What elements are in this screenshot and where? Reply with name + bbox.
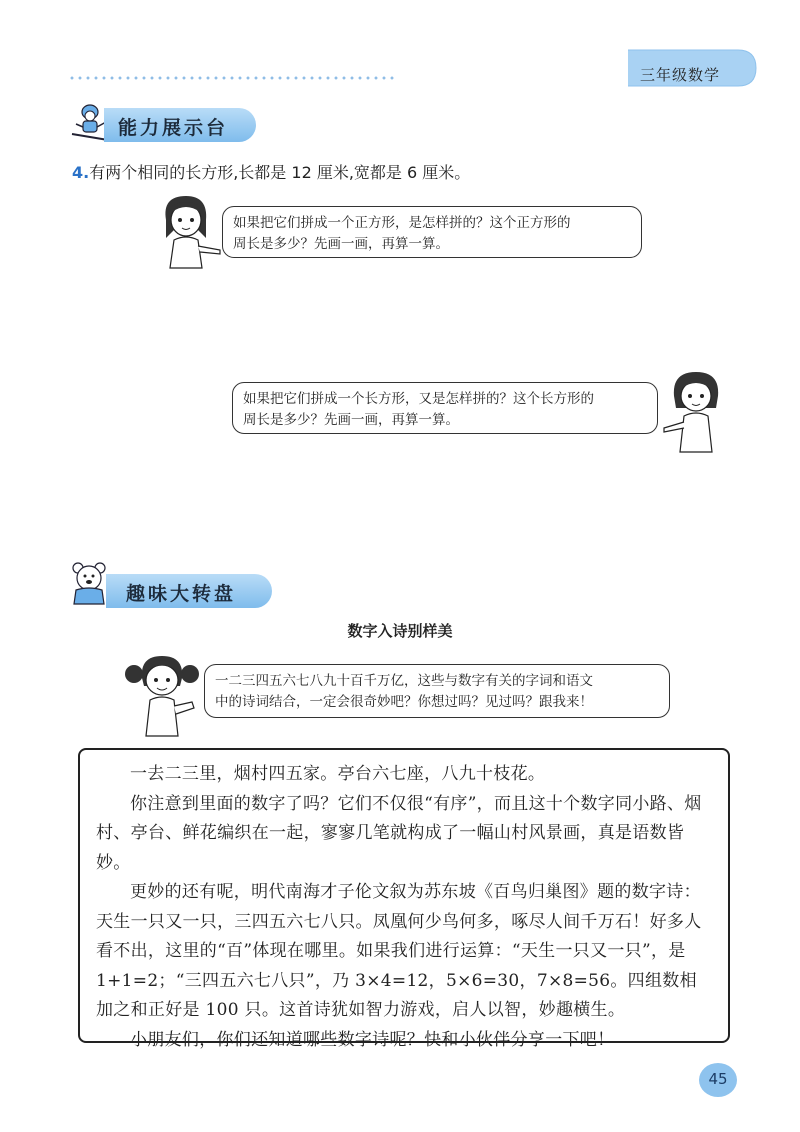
question-number: 4. (72, 163, 90, 182)
question-text: 有两个相同的长方形,长都是 12 厘米,宽都是 6 厘米。 (89, 163, 471, 182)
grade-label: 三年级数学 (640, 66, 721, 84)
speech-bubble-intro (204, 664, 670, 718)
story-paragraph-2: 你注意到里面的数字了吗？它们不仅很“有序”，而且这十个数字同小路、烟村、亭台、鲜花编织在一起，寥寥几笔就构成了一幅山村风景画，真是语数皆妙。 (96, 793, 702, 873)
bubble-rectangle-line1: 如果把它们拼成一个长方形，又是怎样拼的？这个长方形的 (243, 391, 594, 407)
page-number: 45 (708, 1070, 728, 1088)
story-paragraph-3: 更妙的还有呢，明代南海才子伦文叙为苏东坡《百鸟归巢图》题的数字诗：天生一只又一只，三四五六七八只。凤凰何少鸟何多，啄尽人间千万石！好多人看不出，这里的“百”体现在哪里。如果我们进行运算：“天生一只又一只”，是 1+1=2；“三四五六七八只”，乃 3×4=12，5×6=30，7×8=56。四组数相加之和正好是 100 只。这首诗犹如智力游戏，启人以智，妙趣横生。 (96, 882, 702, 1020)
bubble-intro-line1: 一二三四五六七八九十百千万亿，这些与数字有关的字词和语文 (215, 673, 593, 689)
poem-section-title: 数字入诗别样美 (347, 622, 453, 640)
bubble-square-line2: 周长是多少？先画一画，再算一算。 (233, 236, 449, 252)
bubble-rectangle-line2: 周长是多少？先画一画，再算一算。 (243, 412, 459, 428)
bubble-intro-line2: 中的诗词结合，一定会很奇妙吧？你想过吗？见过吗？跟我来！ (215, 694, 593, 710)
header-dotted-line (68, 76, 398, 80)
story-paragraph-1: 一去二三里，烟村四五家。亭台六七座，八九十枝花。 (130, 764, 546, 784)
story-paragraph-4: 小朋友们，你们还知道哪些数字诗呢？快和小伙伴分享一下吧！ (130, 1029, 615, 1050)
speech-bubble-rectangle (232, 382, 658, 434)
speech-bubble-square (222, 206, 642, 258)
girl-character-pigtails (122, 652, 202, 738)
girl-character-right (660, 368, 732, 454)
question-4 (72, 160, 470, 183)
section-title-fun: 趣味大转盘 (126, 583, 237, 605)
section-title-ability: 能力展示台 (118, 117, 229, 139)
story-box (78, 748, 730, 1050)
girl-character-left (148, 190, 224, 270)
bubble-square-line1: 如果把它们拼成一个正方形，是怎样拼的？这个正方形的 (233, 215, 571, 231)
